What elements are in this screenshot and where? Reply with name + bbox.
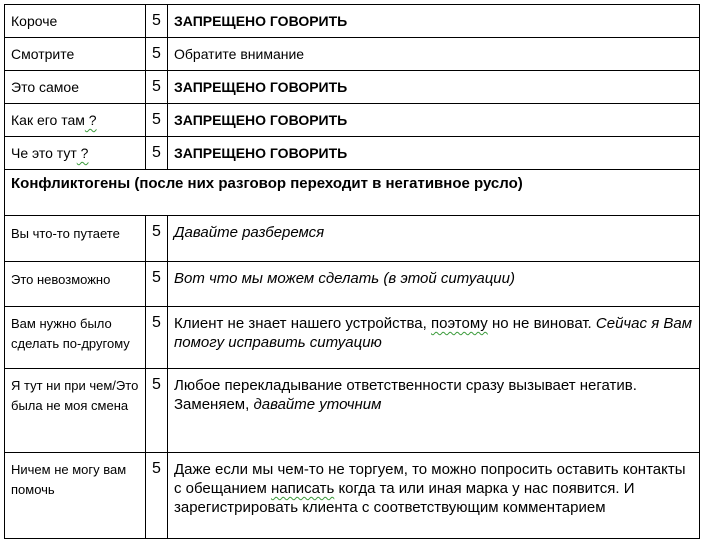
table-row <box>5 71 700 104</box>
response-cell <box>168 307 700 369</box>
table-row <box>5 104 700 137</box>
phrase-text: Как его там <box>11 112 85 128</box>
table-row <box>5 369 700 453</box>
response-text: когда та или иная марка у нас появится. И зарегистрировать клиента с соответствующим комментарием <box>174 480 635 516</box>
response-cell <box>168 453 700 539</box>
table-row <box>5 262 700 307</box>
section-header-row <box>5 170 700 216</box>
score-cell: 5 <box>146 453 168 539</box>
score-cell: 5 <box>146 216 168 262</box>
score-cell: 5 <box>146 137 168 170</box>
response-cell: ЗАПРЕЩЕНО ГОВОРИТЬ <box>168 71 700 104</box>
phrase-cell: Ничем не могу вам помочь <box>5 453 146 539</box>
response-cell: Давайте разберемся <box>168 216 700 262</box>
phrases-table <box>4 4 700 539</box>
response-cell: ЗАПРЕЩЕНО ГОВОРИТЬ <box>168 104 700 137</box>
score-cell: 5 <box>146 38 168 71</box>
phrase-cell: Это самое <box>5 71 146 104</box>
phrase-cell: Я тут ни при чем/Это была не моя смена <box>5 369 146 453</box>
response-cell: Обратите внимание <box>168 38 700 71</box>
response-cell <box>168 369 700 453</box>
phrase-mark: ? <box>76 145 89 161</box>
phrase-cell: Вы что-то путаете <box>5 216 146 262</box>
phrase-cell <box>5 137 146 170</box>
score-cell: 5 <box>146 307 168 369</box>
phrase-cell: Вам нужно было сделать по-другому <box>5 307 146 369</box>
table-row <box>5 137 700 170</box>
score-cell: 5 <box>146 104 168 137</box>
response-cell: ЗАПРЕЩЕНО ГОВОРИТЬ <box>168 137 700 170</box>
response-text: Даже если мы чем-то не торгуем, то можно попросить оставить контакты с обещанием <box>174 461 686 497</box>
phrase-mark: ? <box>84 112 97 128</box>
score-cell: 5 <box>146 71 168 104</box>
response-text: но не виноват. <box>487 315 596 332</box>
response-italic: Сейчас я Вам помогу исправить ситуацию <box>174 315 693 351</box>
response-marked-word: написать <box>270 480 335 497</box>
response-cell: Вот что мы можем сделать (в этой ситуации) <box>168 262 700 307</box>
response-text: Любое перекладывание ответственности сразу вызывает негатив. Заменяем, <box>174 377 637 413</box>
phrase-text: Че это тут <box>11 145 77 161</box>
score-cell: 5 <box>146 262 168 307</box>
response-marked-word: поэтому <box>430 315 488 332</box>
table-row <box>5 5 700 38</box>
table-row <box>5 38 700 71</box>
phrase-cell: Короче <box>5 5 146 38</box>
phrase-cell: Смотрите <box>5 38 146 71</box>
table-row <box>5 453 700 539</box>
table-row <box>5 216 700 262</box>
score-cell: 5 <box>146 5 168 38</box>
table-row <box>5 307 700 369</box>
phrase-cell: Это невозможно <box>5 262 146 307</box>
score-cell: 5 <box>146 369 168 453</box>
section-header: Конфликтогены (после них разговор переходит в негативное русло) <box>5 170 700 216</box>
response-cell: ЗАПРЕЩЕНО ГОВОРИТЬ <box>168 5 700 38</box>
phrase-cell <box>5 104 146 137</box>
response-text: Клиент не знает нашего устройства, <box>174 315 431 332</box>
response-italic: давайте уточним <box>253 396 382 413</box>
